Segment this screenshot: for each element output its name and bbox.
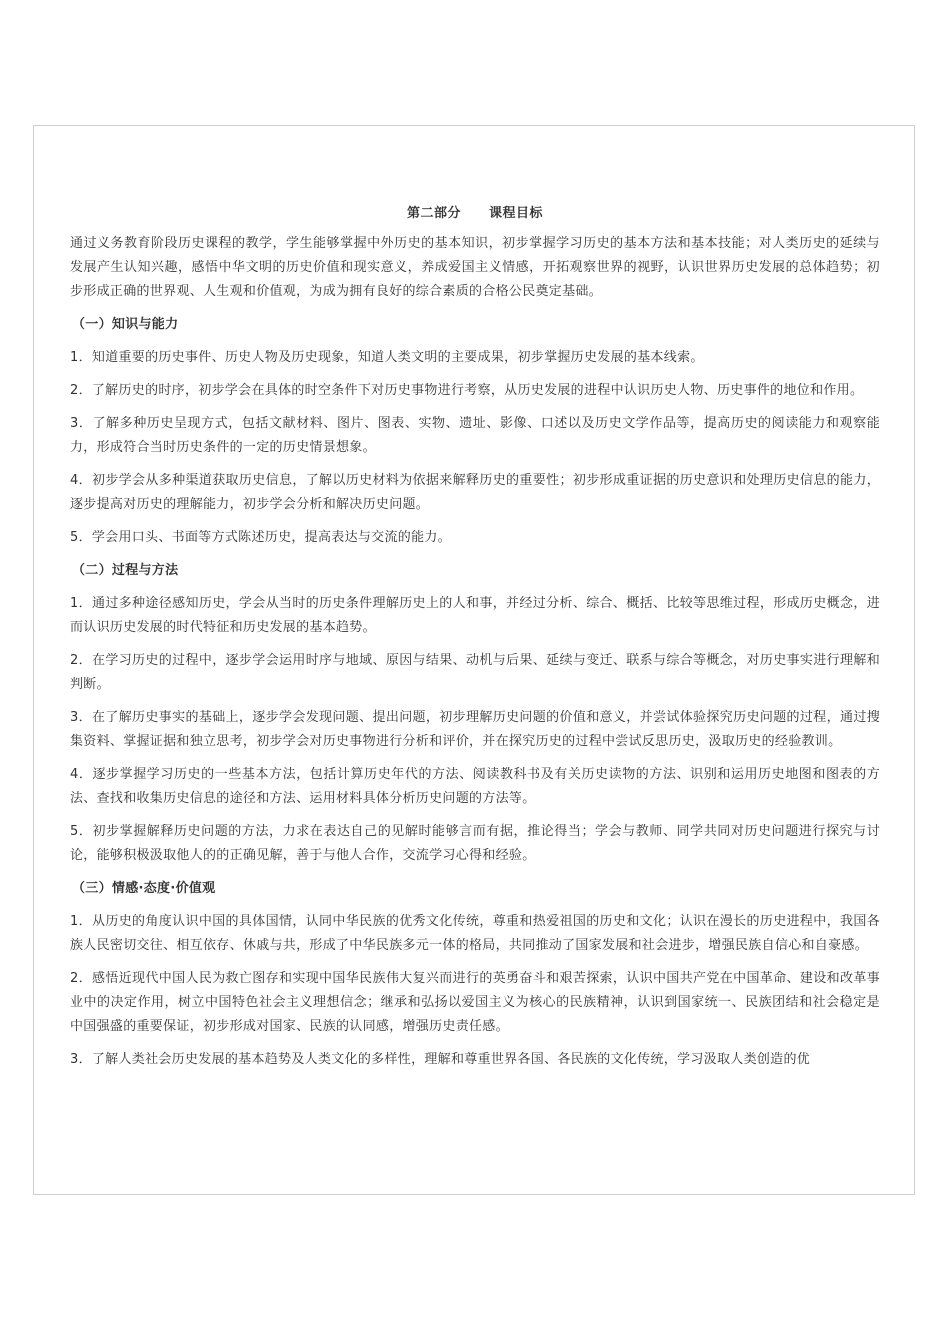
knowledge-item-3: 3．了解多种历史呈现方式，包括文献材料、图片、图表、实物、遗址、影像、口述以及历史文学作品等，提高历史的阅读能力和观察能力，形成符合当时历史条件的一定的历史情景想象。 (70, 416, 880, 455)
process-item-2: 2．在学习历史的过程中，逐步学会运用时序与地域、原因与结果、动机与后果、延续与变迁、联系与综合等概念，对历史事实进行理解和判断。 (70, 653, 880, 692)
document-frame (33, 125, 915, 1195)
section-heading-values: （三）情感·态度·价值观 (72, 881, 216, 896)
values-item-3: 3．了解人类社会历史发展的基本趋势及人类文化的多样性，理解和尊重世界各国、各民族的文化传统，学习汲取人类创造的优 (70, 1052, 811, 1067)
document-body (70, 204, 880, 1081)
section-heading-knowledge: （一）知识与能力 (72, 317, 179, 332)
section-heading-process: （二）过程与方法 (72, 563, 179, 578)
knowledge-item-5: 5．学会用口头、书面等方式陈述历史，提高表达与交流的能力。 (70, 530, 451, 545)
process-item-5: 5．初步掌握解释历史问题的方法，力求在表达自己的见解时能够言而有据，推论得当；学会与教师、同学共同对历史问题进行探究与讨论，能够积极汲取他人的的正确见解，善于与他人合作，交流学习心得和经验。 (70, 824, 880, 863)
process-item-4: 4．逐步掌握学习历史的一些基本方法，包括计算历史年代的方法、阅读教科书及有关历史读物的方法、识别和运用历史地图和图表的方法、查找和收集历史信息的途径和方法、运用材料具体分析历史问题的方法等。 (70, 767, 880, 806)
process-item-1: 1．通过多种途径感知历史，学会从当时的历史条件理解历史上的人和事，并经过分析、综合、概括、比较等思维过程，形成历史概念，进而认识历史发展的时代特征和历史发展的基本趋势。 (70, 596, 880, 635)
title-name: 课程目标 (489, 206, 544, 221)
title-part: 第二部分 (406, 206, 461, 221)
document-title (70, 204, 880, 224)
knowledge-item-2: 2．了解历史的时序，初步学会在具体的时空条件下对历史事物进行考察，从历史发展的进程中认识历史人物、历史事件的地位和作用。 (70, 383, 864, 398)
intro-paragraph: 通过义务教育阶段历史课程的教学，学生能够掌握中外历史的基本知识，初步掌握学习历史的基本方法和基本技能；对人类历史的延续与发展产生认知兴趣，感悟中华文明的历史价值和现实意义，养成爱国主义情感，开拓观察世界的视野，认识世界历史发展的总体趋势；初步形成正确的世界观、人生观和价值观，为成为拥有良好的综合素质的合格公民奠定基础。 (70, 236, 880, 299)
knowledge-item-4: 4．初步学会从多种渠道获取历史信息，了解以历史材料为依据来解释历史的重要性；初步形成重证据的历史意识和处理历史信息的能力，逐步提高对历史的理解能力，初步学会分析和解决历史问题。 (70, 473, 880, 512)
values-item-1: 1．从历史的角度认识中国的具体国情，认同中华民族的优秀文化传统，尊重和热爱祖国的历史和文化；认识在漫长的历史进程中，我国各族人民密切交往、相互依存、休戚与共，形成了中华民族多元一体的格局，共同推动了国家发展和社会进步，增强民族自信心和自豪感。 (70, 914, 880, 953)
values-item-2: 2．感悟近现代中国人民为救亡图存和实现中国华民族伟大复兴而进行的英勇奋斗和艰苦探索，认识中国共产党在中国革命、建设和改革事业中的决定作用，树立中国特色社会主义理想信念；继承和弘扬以爱国主义为核心的民族精神，认识到国家统一、民族团结和社会稳定是中国强盛的重要保证，初步形成对国家、民族的认同感，增强历史责任感。 (70, 971, 880, 1034)
knowledge-item-1: 1．知道重要的历史事件、历史人物及历史现象，知道人类文明的主要成果，初步掌握历史发展的基本线索。 (70, 350, 704, 365)
process-item-3: 3．在了解历史事实的基础上，逐步学会发现问题、提出问题，初步理解历史问题的价值和意义，并尝试体验探究历史问题的过程，通过搜集资料、掌握证据和独立思考，初步学会对历史事物进行分析和评价，并在探究历史的过程中尝试反思历史，汲取历史的经验教训。 (70, 710, 880, 749)
